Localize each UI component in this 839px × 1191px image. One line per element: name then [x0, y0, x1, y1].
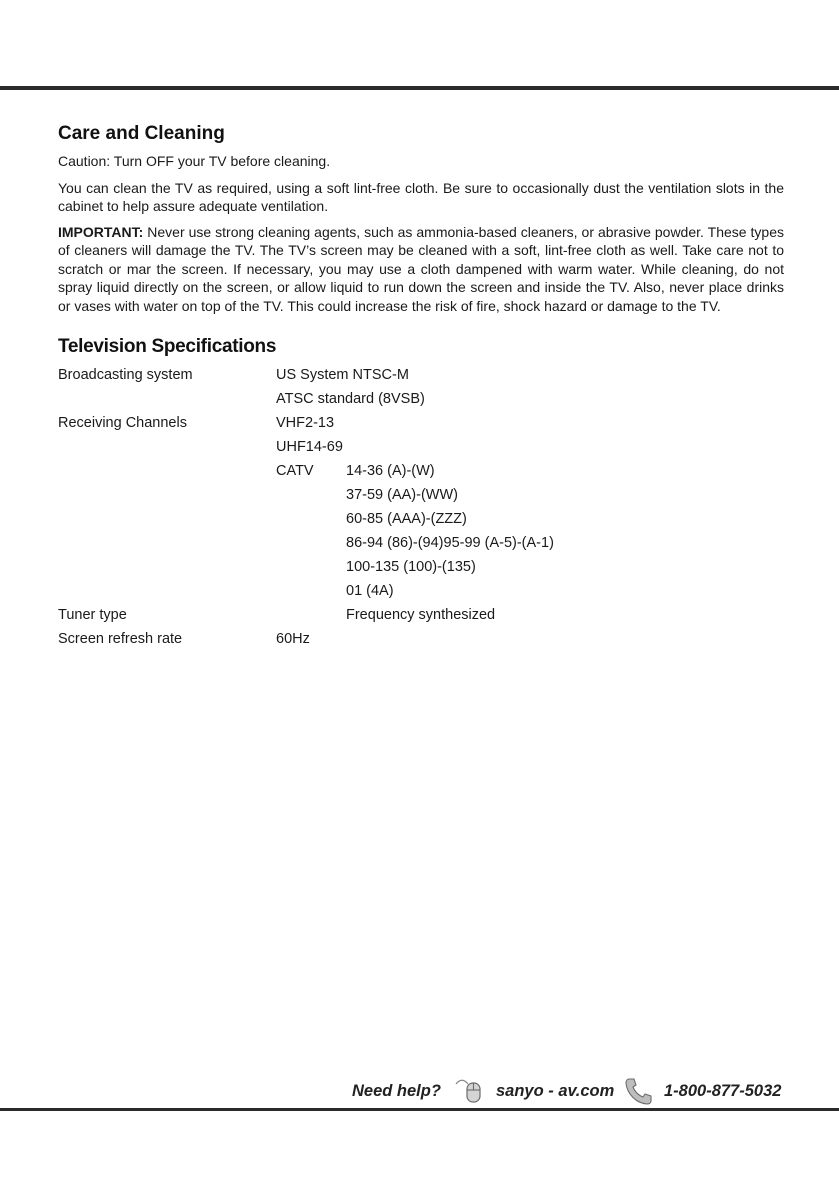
top-rule — [0, 86, 839, 90]
spec-value-refresh: 60Hz — [276, 631, 310, 647]
spec-row-refresh — [58, 629, 784, 653]
spec-row-broadcasting — [58, 365, 784, 389]
phone-icon — [624, 1076, 654, 1106]
mouse-icon — [454, 1078, 484, 1104]
spec-row — [58, 389, 784, 413]
specs-title: Television Specifications — [58, 336, 277, 357]
spec-row-tuner — [58, 605, 784, 629]
need-help-text: Need help? — [352, 1082, 441, 1100]
catv-value: 14-36 (A)-(W) — [346, 463, 435, 479]
important-paragraph — [58, 223, 784, 316]
spec-value: US System NTSC-M — [276, 367, 409, 383]
spec-row — [58, 485, 784, 509]
spec-row-receiving — [58, 413, 784, 437]
important-text: Never use strong cleaning agents, such as ammonia-based cleaners, or abrasive powder. These types of cleaners will damage the TV. The TV’s screen may be cleaned with a soft, lint-free cloth as well. Take care not to scratch or mar the screen. If necessary, you may use a cloth dampened with warm water. While cleaning, do not spray liquid directly on the screen, or allow liquid to run down the screen and inside the TV. Also, never place drinks or vases with water on top of the TV. This could increase the risk of fire, shock hazard or damage to the TV. — [58, 223, 784, 314]
spec-value-tuner: Frequency synthesized — [346, 607, 496, 623]
catv-value: 01 (4A) — [346, 583, 394, 599]
bottom-rule — [0, 1108, 839, 1111]
help-footer — [352, 1078, 792, 1106]
spec-row-catv — [58, 461, 784, 485]
spec-value: ATSC standard (8VSB) — [276, 391, 425, 407]
catv-value: 60-85 (AAA)-(ZZZ) — [346, 511, 467, 527]
spec-row — [58, 581, 784, 605]
important-label: IMPORTANT: — [58, 223, 144, 240]
spec-row — [58, 437, 784, 461]
catv-label: CATV — [276, 463, 314, 479]
care-title: Care and Cleaning — [58, 123, 225, 144]
catv-value: 86-94 (86)-(94)95-99 (A-5)-(A-1) — [346, 535, 554, 551]
phone-number: 1-800-877-5032 — [664, 1082, 782, 1100]
spec-label-broadcasting: Broadcasting system — [58, 367, 193, 383]
spec-label-refresh: Screen refresh rate — [58, 631, 183, 647]
spec-table — [58, 365, 784, 653]
cleaning-text: You can clean the TV as required, using a soft lint-free cloth. Be sure to occasionally dust the ventilation slots in the cabinet to help assure adequate ventilation. — [58, 179, 784, 214]
catv-value: 37-59 (AA)-(WW) — [346, 487, 458, 503]
spec-row — [58, 533, 784, 557]
specifications-section — [58, 335, 784, 653]
caution-text: Caution: Turn OFF your TV before cleaning. — [58, 153, 331, 169]
spec-value-uhf: UHF14-69 — [276, 439, 343, 455]
spec-value-vhf: VHF2-13 — [276, 415, 335, 431]
website-link[interactable]: sanyo - av.com — [496, 1082, 615, 1100]
catv-value: 100-135 (100)-(135) — [346, 559, 476, 575]
spec-row — [58, 509, 784, 533]
page-content — [58, 122, 784, 653]
spec-row — [58, 557, 784, 581]
spec-label-receiving: Receiving Channels — [58, 415, 187, 431]
spec-label-tuner: Tuner type — [58, 607, 127, 623]
